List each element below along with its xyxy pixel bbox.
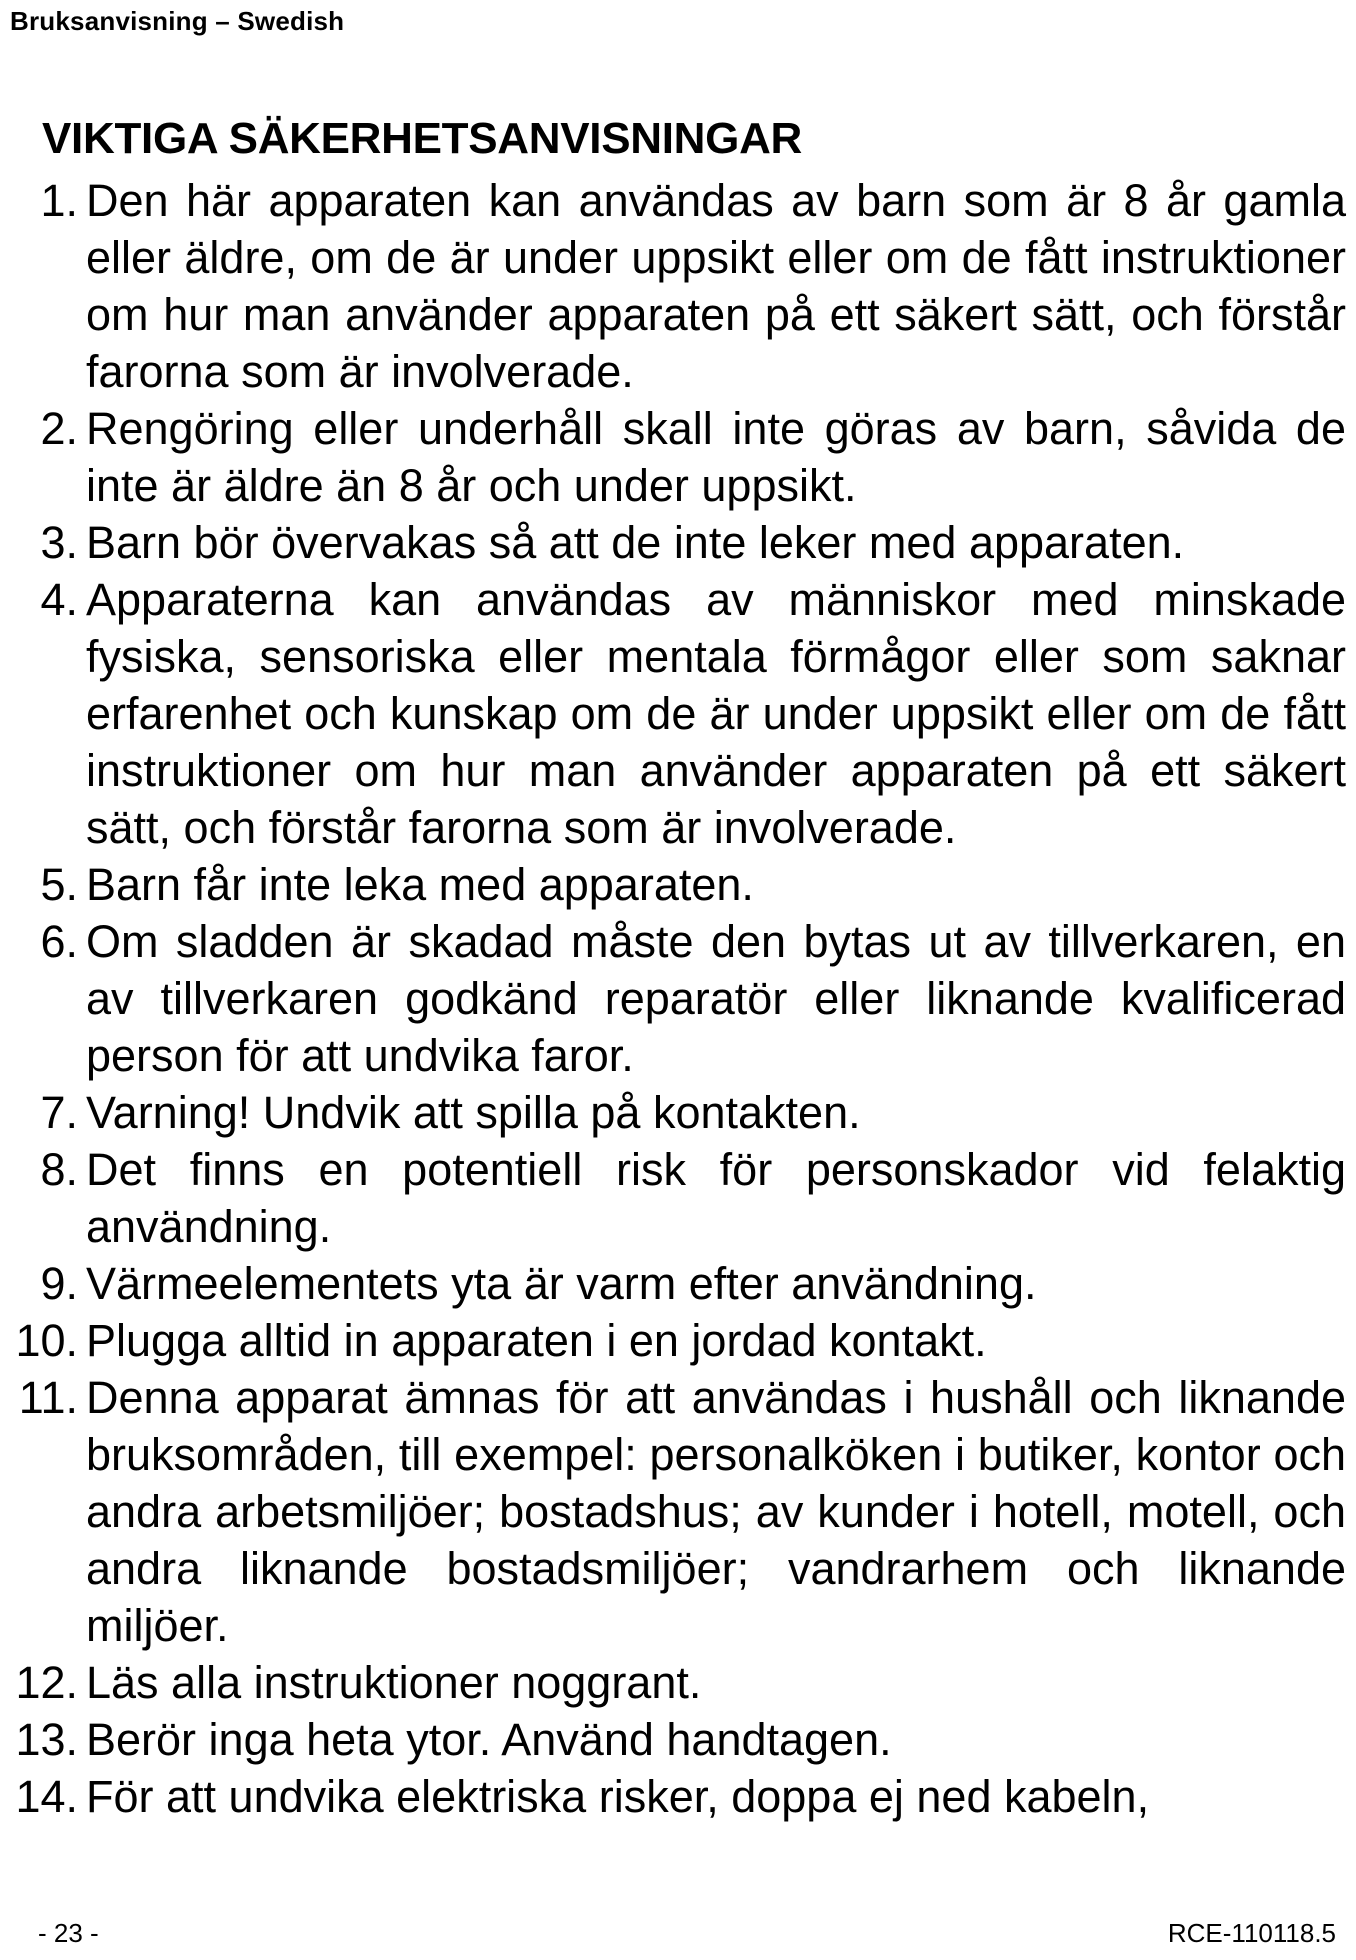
list-item [0,172,1346,400]
list-item-number: 2. [40,403,78,454]
list-item [0,913,1346,1084]
list-item-number: 11. [18,1372,78,1423]
list-item [0,1141,1346,1255]
section-heading: VIKTIGA SÄKERHETSANVISNINGAR [42,114,803,163]
document-code: RCE-110118.5 [1167,1918,1336,1948]
list-item-number: 3. [40,517,78,568]
list-item [0,1654,1346,1711]
list-item-text: Läs alla instruktioner noggrant. [86,1657,702,1708]
list-item [0,1369,1346,1654]
list-item-number: 7. [40,1087,78,1138]
list-item-number: 6. [40,916,78,967]
list-item [0,1255,1346,1312]
list-item-text: Värmeelementets yta är varm efter användning. [86,1258,1037,1309]
list-item [0,571,1346,856]
list-item-text: Apparaterna kan användas av människor med minskade fysiska, sensoriska eller mentala förmågor eller som saknar erfarenhet och kunskap om de är under uppsikt eller om de fått instruktioner om hur man använder apparaten på ett säkert sätt, och förstår farorna som är involverade. [86,574,1346,853]
list-item-text: Om sladden är skadad måste den bytas ut av tillverkaren, en av tillverkaren godkänd reparatör eller liknande kvalificerad person för att undvika faror. [86,916,1346,1081]
list-item-number: 8. [40,1144,78,1195]
list-item-text: Barn får inte leka med apparaten. [86,859,754,910]
list-item-number: 9. [40,1258,78,1309]
list-item [0,856,1346,913]
list-item-text: Den här apparaten kan användas av barn som är 8 år gamla eller äldre, om de är under uppsikt eller om de fått instruktioner om hur man använder apparaten på ett säkert sätt, och förstår farorna som är involverade. [86,175,1346,397]
safety-instructions-list [0,172,1346,1825]
list-item-text: Berör inga heta ytor. Använd handtagen. [86,1714,892,1765]
list-item-text: Varning! Undvik att spilla på kontakten. [86,1087,861,1138]
list-item [0,1312,1346,1369]
list-item [0,514,1346,571]
list-item-number: 1. [40,175,78,226]
list-item-number: 10. [15,1315,78,1366]
list-item-number: 5. [40,859,78,910]
list-item-number: 14. [15,1771,78,1822]
list-item-text: Barn bör övervakas så att de inte leker med apparaten. [86,517,1185,568]
list-item-text: För att undvika elektriska risker, doppa ej ned kabeln, [86,1771,1150,1822]
list-item [0,1711,1346,1768]
list-item [0,1084,1346,1141]
list-item-number: 4. [40,574,78,625]
list-item-text: Det finns en potentiell risk för personskador vid felaktig användning. [86,1144,1346,1252]
document-header-label: Bruksanvisning – Swedish [10,6,345,36]
list-item-text: Rengöring eller underhåll skall inte göras av barn, såvida de inte är äldre än 8 år och under uppsikt. [86,403,1346,511]
list-item [0,400,1346,514]
list-item-text: Plugga alltid in apparaten i en jordad kontakt. [86,1315,987,1366]
page-number: - 23 - [38,1918,99,1948]
list-item [0,1768,1346,1825]
list-item-number: 12. [15,1657,78,1708]
list-item-number: 13. [15,1714,78,1765]
list-item-text: Denna apparat ämnas för att användas i hushåll och liknande bruksområden, till exempel: personalköken i butiker, kontor och andra arbetsmiljöer; bostadshus; av kunder i hotell, motell, och andra liknande bostadsmiljöer; vandrarhem och liknande miljöer. [86,1372,1346,1651]
